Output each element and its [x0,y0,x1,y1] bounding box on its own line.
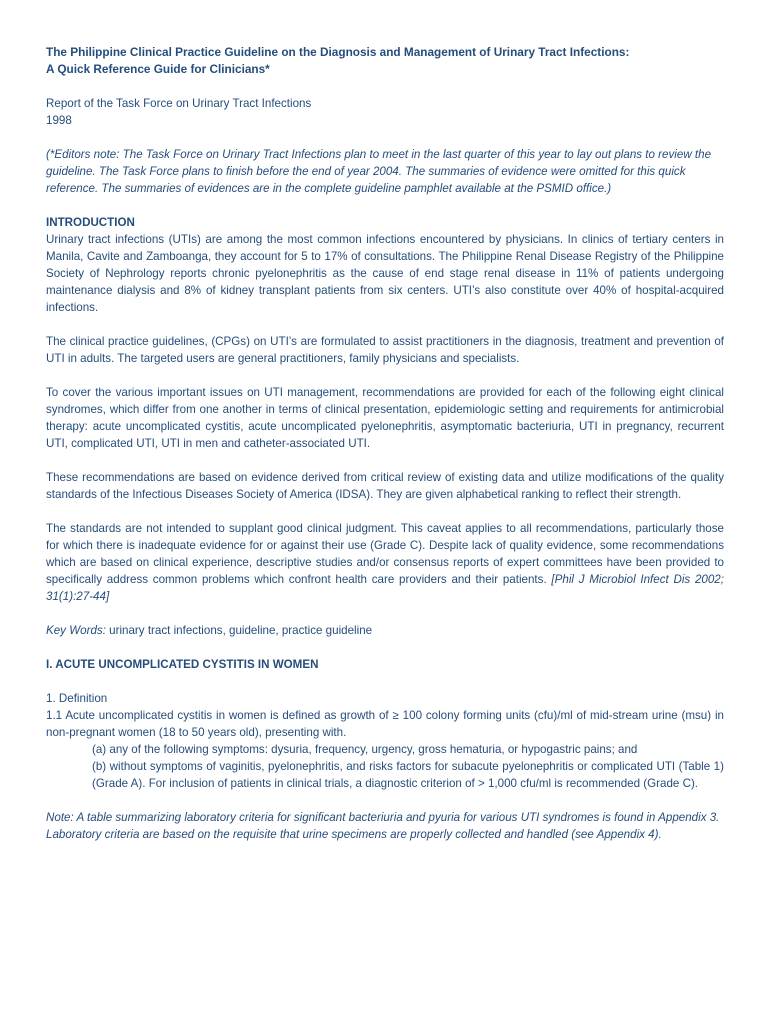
keywords-value: urinary tract infections, guideline, practice guideline [109,624,373,637]
introduction-heading: INTRODUCTION [46,216,135,229]
document-title-line2: A Quick Reference Guide for Clinicians* [46,62,270,76]
definition-heading: 1. Definition [46,692,108,705]
keywords-label: Key Words: [46,624,106,637]
introduction-paragraph-3: To cover the various important issues on UTI management, recommendations are provided for each of the following eight clinical syndromes, which differ from one another in terms of clinical presentation, epidemiologic setting and requirements for antimicrobial therapy: acute uncomplicated cystitis, acute uncomplicated pyelonephritis, asymptomatic bacteriuria, UTI in pregnancy, recurrent UTI, complicated UTI, UTI in men and catheter-associated UTI. [46,386,724,450]
editors-note: (*Editors note: The Task Force on Urinary Tract Infections plan to meet in the last quarter of this year to lay out plans to review the guideline. The Task Force plans to finish before the end of year 2004. The summaries of evidence were omitted for this quick reference. The summaries of evidences are in the complete guideline pamphlet available at the PSMID office.) [46,148,712,195]
appendix-note: Note: A table summarizing laboratory criteria for significant bacteriuria and pyuria for various UTI syndromes is found in Appendix 3. Laboratory criteria are based on the requisite that urine specimens are properly collected and handled (see Appendix 4). [46,811,720,841]
definition-item-b: (b) without symptoms of vaginitis, pyelonephritis, and risks factors for subacute pyelonephritis or complicated UTI (Table 1) (Grade A). For inclusion of patients in clinical trials, a diagnostic criterion of > 1,000 cfu/ml is recommended (Grade C). [92,760,724,790]
introduction-paragraph-5 [46,520,724,605]
paragraph-5-text: The standards are not intended to supplant good clinical judgment. This caveat applies to all recommendations, particularly those for which there is inadequate evidence for or against their use (Grade C). Despite lack of quality evidence, some recommendations which are based on clinical experience, descriptive studies and/or consensus reports of expert committees have been provided to specifically address common problems which confront health care providers and their patients. [46,522,724,586]
report-line: Report of the Task Force on Urinary Tract Infections [46,97,312,110]
definition-item-a: (a) any of the following symptoms: dysuria, frequency, urgency, gross hematuria, or hypogastric pains; and [92,743,638,756]
section-1-heading: I. ACUTE UNCOMPLICATED CYSTITIS IN WOMEN [46,658,319,671]
document-page [46,44,724,843]
report-year: 1998 [46,114,72,127]
introduction-paragraph-4: These recommendations are based on evidence derived from critical review of existing data and utilize modifications of the quality standards of the Infectious Diseases Society of America (IDSA). They are given alphabetical ranking to reflect their strength. [46,471,724,501]
document-title-line1: The Philippine Clinical Practice Guideline on the Diagnosis and Management of Urinary Tract Infections: [46,45,630,59]
keywords [46,622,724,639]
introduction-paragraph-2: The clinical practice guidelines, (CPGs) on UTI’s are formulated to assist practitioners in the diagnosis, treatment and prevention of UTI in adults. The targeted users are general practitioners, family physicians and specialists. [46,335,724,365]
introduction-paragraph-1: Urinary tract infections (UTIs) are among the most common infections encountered by physicians. In clinics of tertiary centers in Manila, Cavite and Zamboanga, they account for 5 to 17% of consultations. The Philippine Renal Disease Registry of the Philippine Society of Nephrology reports chronic pyelonephritis as the cause of end stage renal disease in 11% of patients undergoing maintenance dialysis and 8% of kidney transplant patients from six centers. UTI’s also constitute over 40% of hospital-acquired infections. [46,233,724,314]
definition-1-1: 1.1 Acute uncomplicated cystitis in women is defined as growth of ≥ 100 colony forming units (cfu)/ml of mid-stream urine (msu) in non-pregnant women (18 to 50 years old), presenting with. [46,709,724,739]
citation: [Phil J Microbiol Infect Dis 2002; 31(1):27-44] [46,573,724,603]
